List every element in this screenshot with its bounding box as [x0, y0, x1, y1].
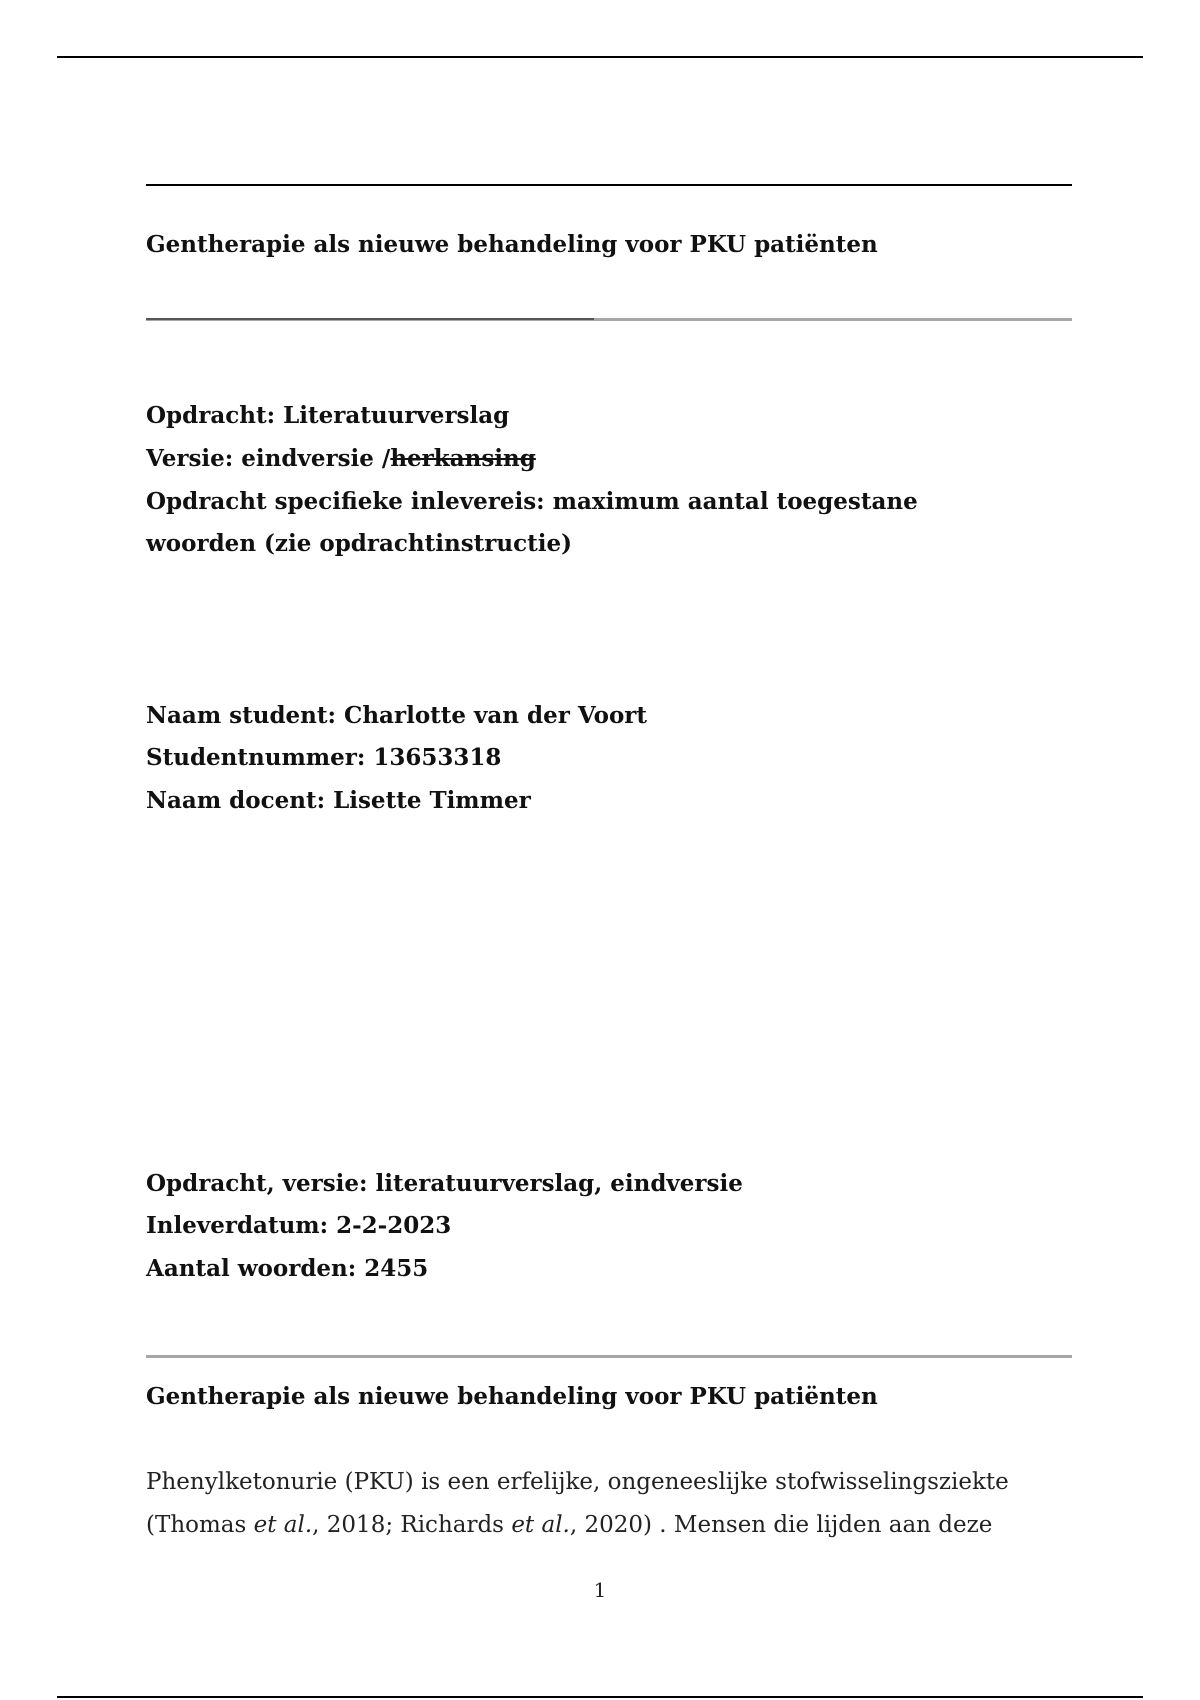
title-top-rule: [146, 184, 1072, 186]
citation-text-3: , 2020) . Mensen die lijden aan deze: [569, 1512, 993, 1538]
word-count-line: Aantal woorden: 2455: [146, 1255, 429, 1282]
submission-date-line: Inleverdatum: 2-2-2023: [146, 1212, 452, 1239]
student-number-line: Studentnummer: 13653318: [146, 744, 502, 771]
cover-title: Gentherapie als nieuwe behandeling voor PKU patiënten: [146, 231, 878, 258]
citation-text-1: (Thomas: [146, 1512, 254, 1538]
version-line: [146, 444, 536, 474]
requirement-line-1: Opdracht specifieke inlevereis: maximum aantal toegestane: [146, 488, 918, 515]
citation-etal-1: et al.: [253, 1512, 313, 1538]
section-top-rule: [146, 1355, 1072, 1358]
citation-etal-2: et al.: [511, 1512, 570, 1538]
student-name-line: Naam student: Charlotte van der Voort: [146, 702, 648, 729]
paragraph-line-1: Phenylketonurie (PKU) is een erfelijke, ongeneeslijke stofwisselingsziekte: [146, 1469, 1009, 1495]
paragraph-line-2: [146, 1510, 992, 1540]
citation-text-2: , 2018; Richards: [312, 1512, 512, 1538]
page-number: 1: [593, 1578, 607, 1602]
page-top-rule: [57, 56, 1143, 58]
assignment-line: Opdracht: Literatuurverslag: [146, 402, 510, 429]
version-prefix: Versie: eindversie /: [146, 445, 391, 472]
section-title: Gentherapie als nieuwe behandeling voor PKU patiënten: [146, 1383, 878, 1410]
teacher-name-line: Naam docent: Lisette Timmer: [146, 787, 531, 814]
version-struck-text: herkansing: [390, 445, 536, 472]
requirement-line-2: woorden (zie opdrachtinstructie): [146, 530, 572, 557]
title-bottom-rule: [146, 318, 1072, 321]
assignment-version-line: Opdracht, versie: literatuurverslag, eindversie: [146, 1170, 743, 1197]
page-bottom-rule: [57, 1696, 1143, 1698]
